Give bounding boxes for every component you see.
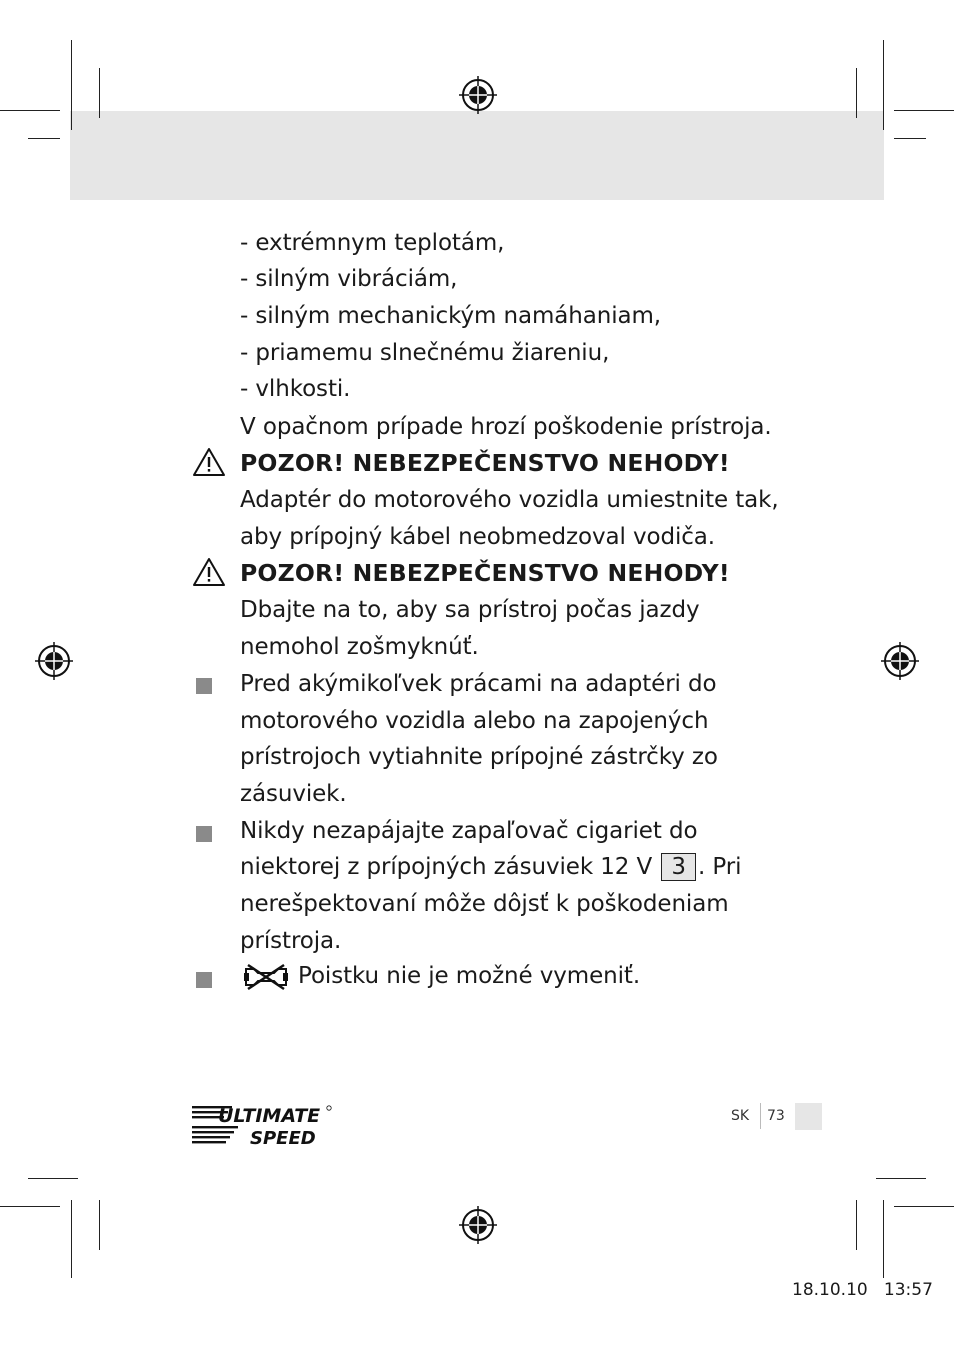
- warning-title: POZOR! NEBEZPEČENSTVO NEHODY!: [240, 559, 730, 587]
- list-item: - priamemu slnečnému žiareniu,: [240, 340, 610, 366]
- warning-triangle-icon: [192, 557, 226, 587]
- bullet-text: nerešpektovaní môže dôjsť k poškodeniam: [240, 891, 729, 917]
- bullet-text: motorového vozidla alebo na zapojených: [240, 708, 709, 734]
- bullet-text: Nikdy nezapájajte zapaľovač cigariet do: [240, 818, 698, 844]
- fuse-crossed-icon: [242, 963, 290, 991]
- bullet-square-icon: [196, 972, 212, 988]
- bullet-text-with-ref: [240, 852, 741, 882]
- page-tab: [795, 1103, 822, 1130]
- registration-mark-icon: [459, 1206, 497, 1244]
- warning-text: aby prípojný kábel neobmedzoval vodiča.: [240, 524, 716, 550]
- list-item: - vlhkosti.: [240, 376, 351, 402]
- bullet-square-icon: [196, 826, 212, 842]
- svg-text:ULTIMATE: ULTIMATE: [218, 1105, 321, 1127]
- warning-title: POZOR! NEBEZPEČENSTVO NEHODY!: [240, 449, 730, 477]
- list-item: - silným mechanickým namáhaniam,: [240, 303, 662, 329]
- footer-divider: [760, 1103, 761, 1129]
- part-reference-number: 3: [661, 853, 696, 881]
- list-item: - extrémnym teplotám,: [240, 230, 505, 256]
- warning-text: Dbajte na to, aby sa prístroj počas jazdy: [240, 597, 700, 623]
- warning-text: Adaptér do motorového vozidla umiestnite tak,: [240, 487, 779, 513]
- hazard-consequence: V opačnom prípade hrozí poškodenie prístroja.: [240, 414, 772, 440]
- registration-mark-icon: [881, 642, 919, 680]
- print-timestamp: 18.10.10 13:57: [792, 1280, 933, 1300]
- page-number: 73: [767, 1108, 785, 1124]
- bullet-text: Pred akýmikoľvek prácami na adaptéri do: [240, 671, 717, 697]
- header-band: [70, 111, 884, 200]
- registration-mark-icon: [35, 642, 73, 680]
- warning-text: nemohol zošmyknúť.: [240, 634, 479, 660]
- language-code: SK: [731, 1108, 750, 1124]
- ultimate-speed-logo: [192, 1100, 334, 1148]
- bullet-text: zásuviek.: [240, 781, 347, 807]
- list-item: - silným vibráciám,: [240, 266, 458, 292]
- warning-triangle-icon: [192, 447, 226, 477]
- bullet-text: Poistku nie je možné vymeniť.: [298, 963, 641, 989]
- bullet-square-icon: [196, 678, 212, 694]
- bullet-text: . Pri: [697, 854, 742, 880]
- bullet-text: prístroja.: [240, 928, 342, 954]
- bullet-text: niektorej z prípojných zásuviek 12 V: [240, 854, 653, 880]
- svg-text:SPEED: SPEED: [250, 1128, 316, 1148]
- registration-mark-icon: [459, 76, 497, 114]
- bullet-text: prístrojoch vytiahnite prípojné zástrčky zo: [240, 744, 718, 770]
